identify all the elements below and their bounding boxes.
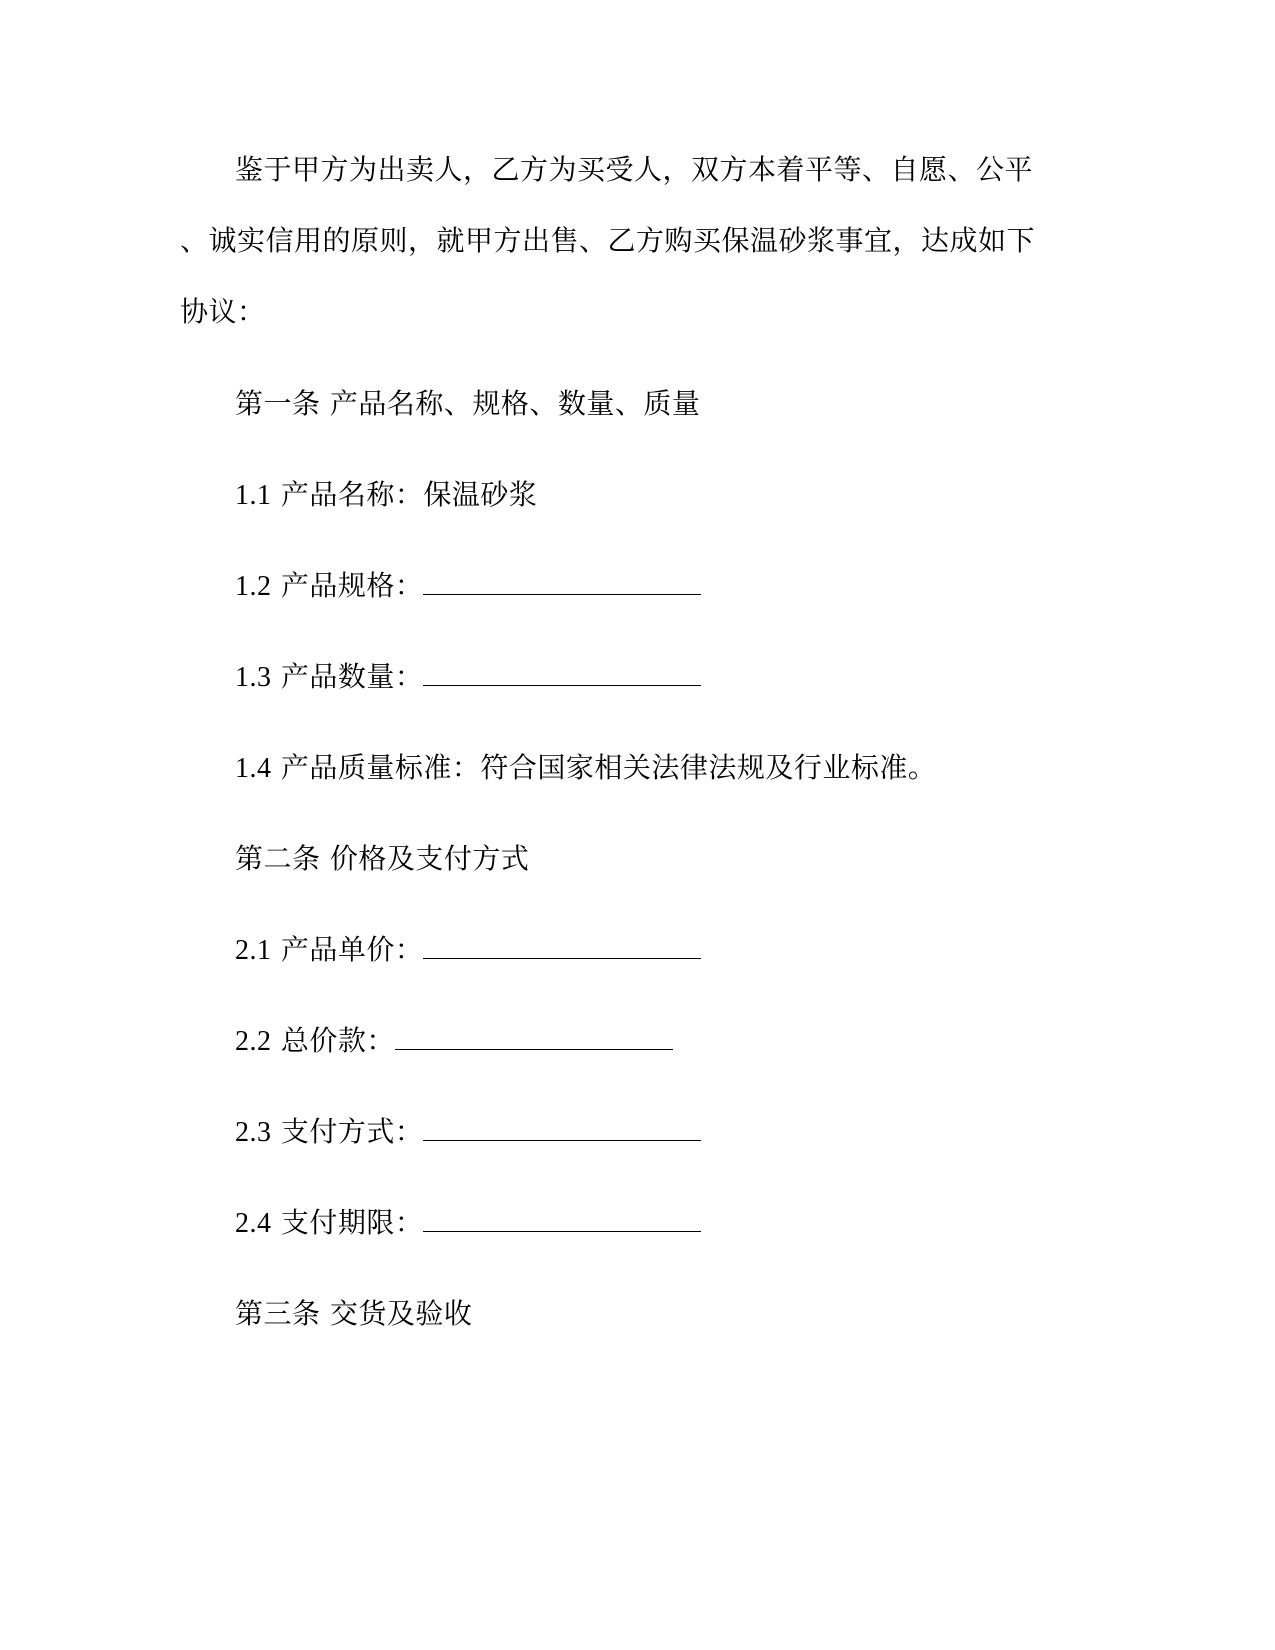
- clause-text: 产品单价：: [280, 933, 424, 966]
- clause-text: 产品规格：: [280, 569, 424, 602]
- fill-in-blank: [423, 1114, 701, 1141]
- intro-line-2: 、诚实信用的原则，就甲方出售、乙方购买保温砂浆事宜，达成如下: [180, 224, 1036, 257]
- clause-number: 1.2: [235, 571, 272, 602]
- fill-in-blank: [423, 659, 701, 686]
- article-3-heading: 第三条 交货及验收: [235, 1297, 473, 1330]
- clause-text: 产品质量标准：符合国家相关法律法规及行业标准。: [280, 751, 937, 784]
- clause-text: 总价款：: [280, 1024, 395, 1057]
- clause-1-3: [235, 659, 701, 696]
- fill-in-blank: [423, 1205, 701, 1232]
- clause-text: 支付期限：: [280, 1206, 424, 1239]
- fill-in-blank: [423, 932, 701, 959]
- fill-in-blank: [395, 1023, 673, 1050]
- clause-2-1: [235, 932, 701, 969]
- clause-2-3: [235, 1114, 701, 1151]
- intro-line-3: 协议：: [180, 295, 266, 328]
- article-2-heading: 第二条 价格及支付方式: [235, 842, 530, 875]
- clause-2-2: [235, 1023, 673, 1060]
- clause-number: 2.3: [235, 1117, 272, 1148]
- fill-in-blank: [423, 568, 701, 595]
- clause-number: 1.4: [235, 753, 272, 784]
- clause-number: 2.1: [235, 935, 272, 966]
- clause-2-4: [235, 1205, 701, 1242]
- clause-number: 2.4: [235, 1208, 272, 1239]
- article-1-heading: 第一条 产品名称、规格、数量、质量: [235, 387, 701, 420]
- clause-1-1: [235, 477, 537, 514]
- clause-number: 2.2: [235, 1026, 272, 1057]
- clause-number: 1.1: [235, 480, 272, 511]
- clause-text: 支付方式：: [280, 1115, 424, 1148]
- clause-1-4: [235, 750, 936, 787]
- intro-line-1: 鉴于甲方为出卖人，乙方为买受人，双方本着平等、自愿、公平: [235, 153, 1034, 186]
- clause-text: 产品名称：保温砂浆: [280, 478, 538, 511]
- clause-number: 1.3: [235, 662, 272, 693]
- clause-1-2: [235, 568, 701, 605]
- clause-text: 产品数量：: [280, 660, 424, 693]
